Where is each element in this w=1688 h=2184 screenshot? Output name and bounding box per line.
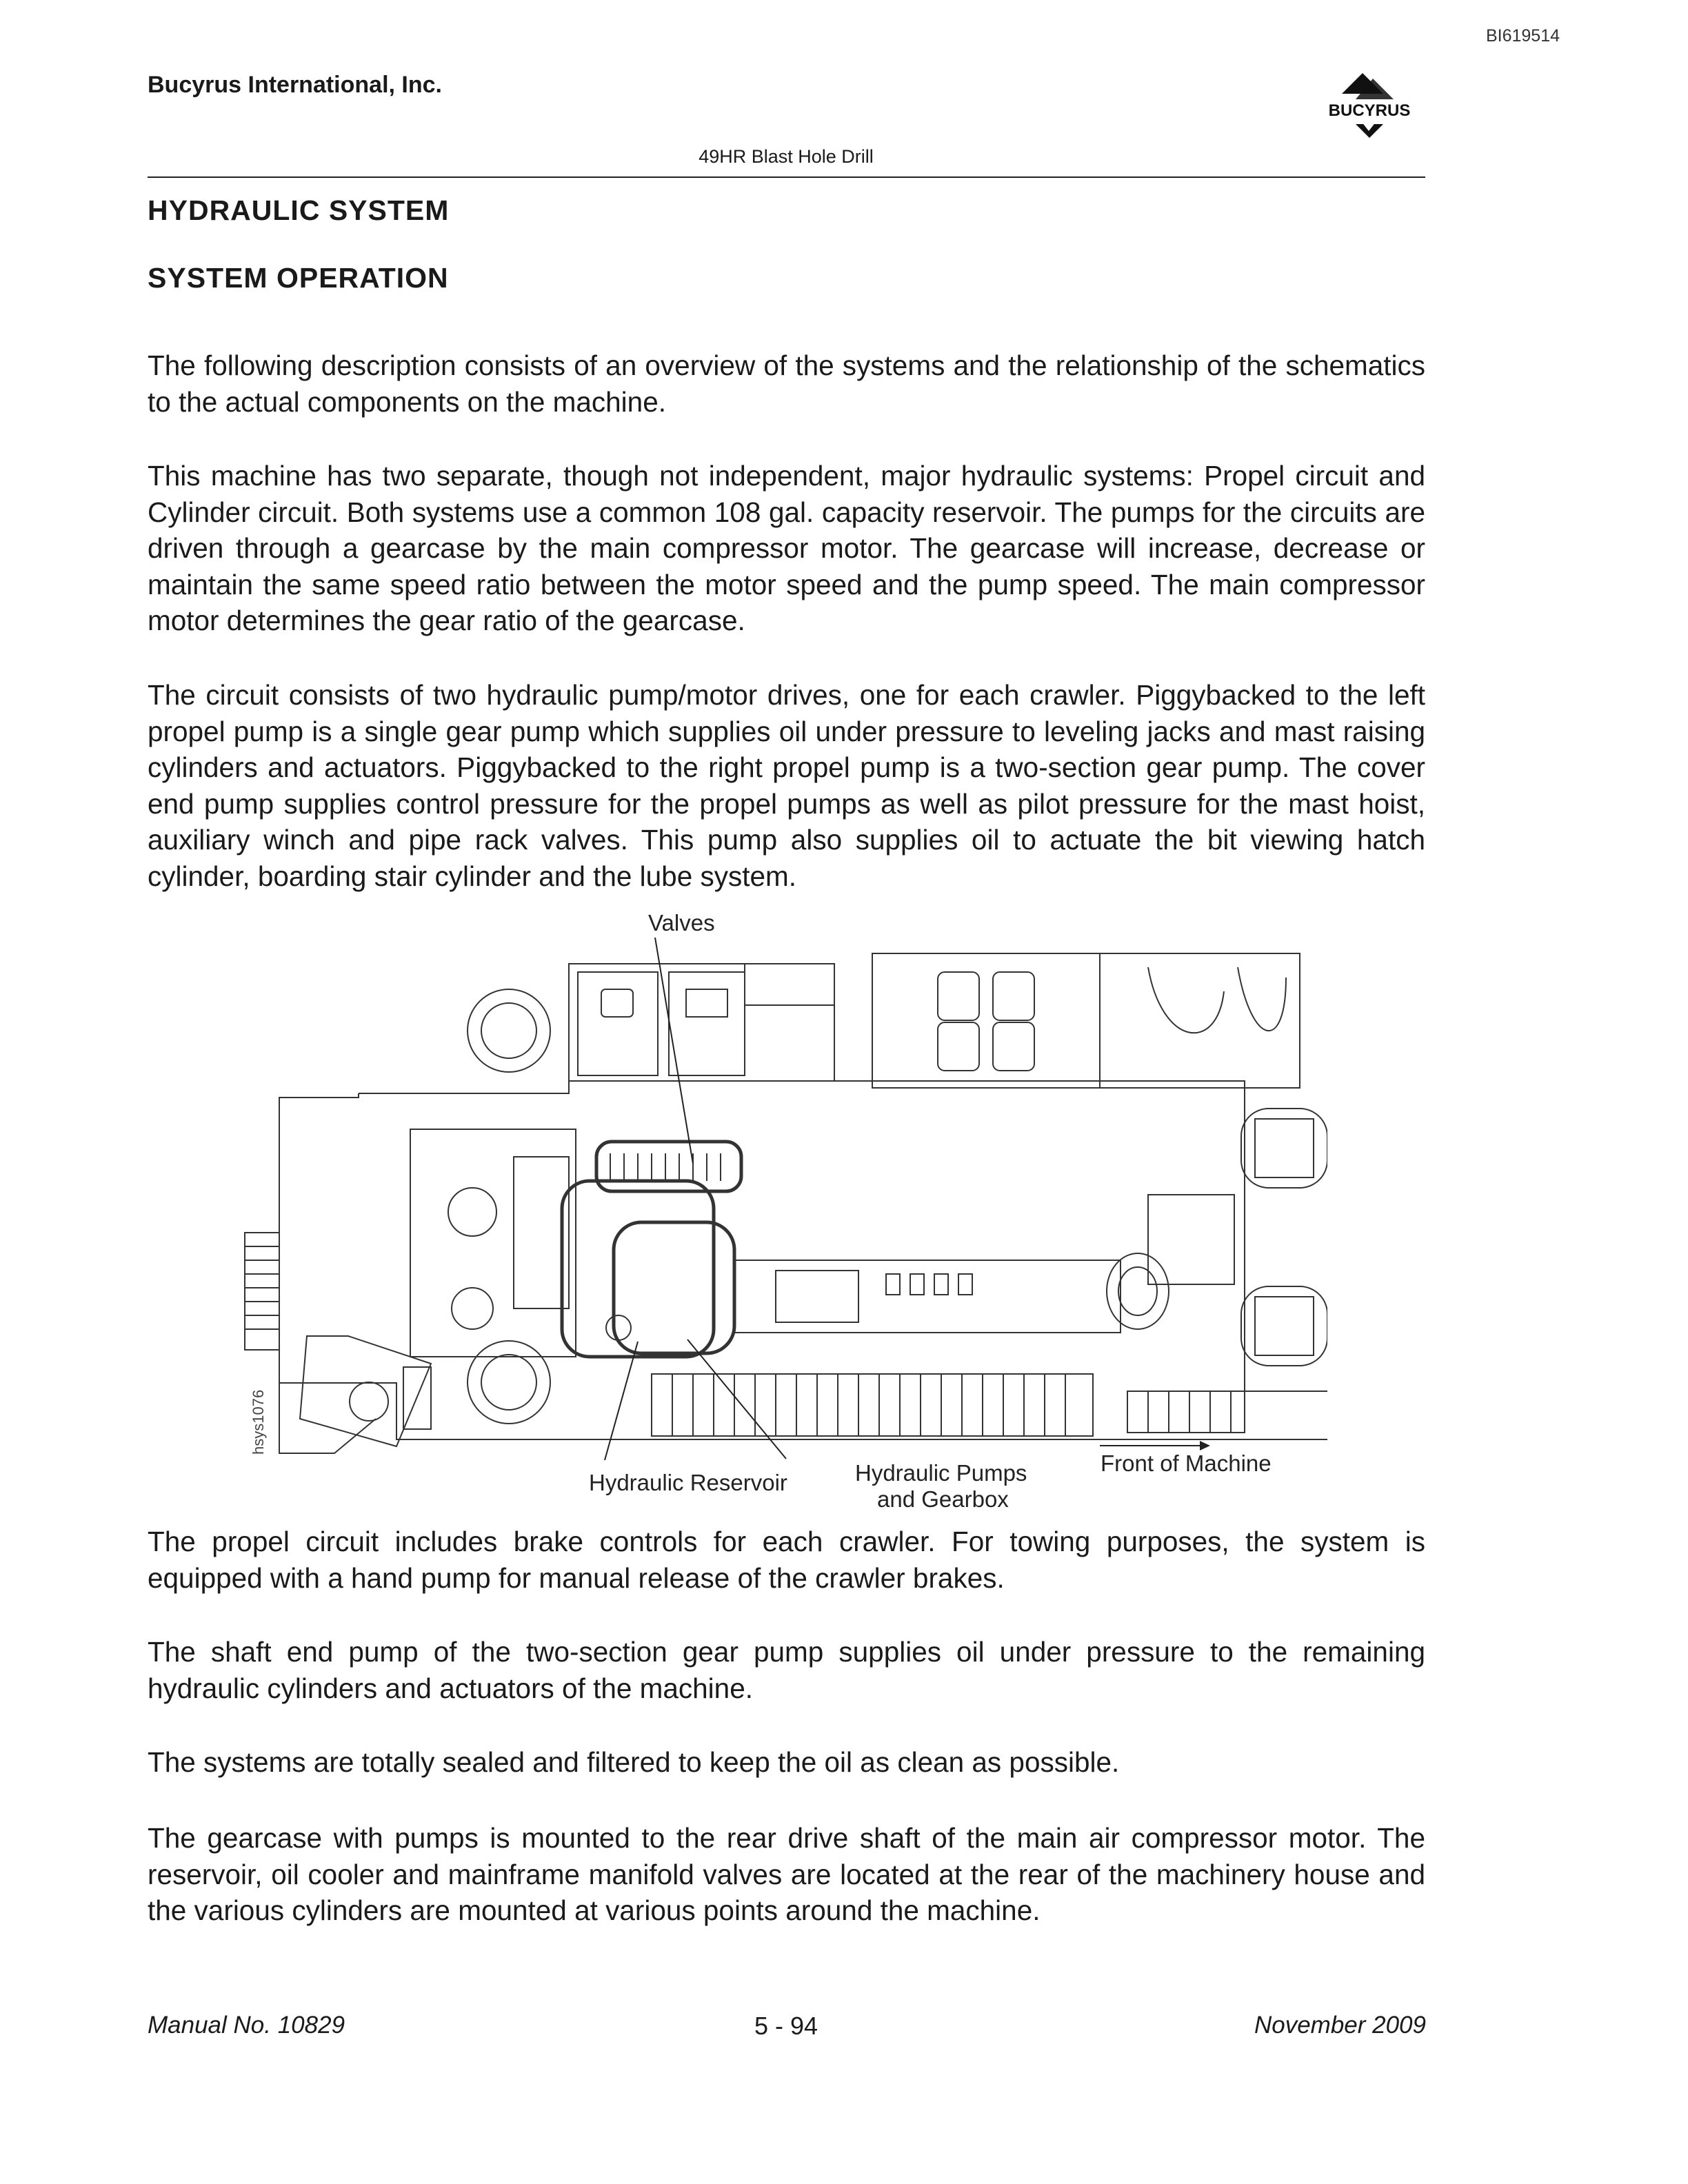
paragraph-shaft-pump: The shaft end pump of the two-section gear pump supplies oil under pressure to the remaining hydraulic cylinders and actuators of the machine. (148, 1636, 1425, 1704)
hydraulic-layout-diagram (238, 909, 1327, 1521)
paragraph-gearcase: The gearcase with pumps is mounted to the rear drive shaft of the main air compressor motor. The reservoir, oil cooler and mainframe manifold valves are located at the rear of the machinery house and the various cylinders are mounted at various points around the machine. (148, 1822, 1425, 1926)
valve-bank (596, 1142, 741, 1191)
footer-manual-number: Manual No. 10829 (148, 2012, 345, 2039)
header-divider (148, 176, 1425, 178)
paragraph-circuit: The circuit consists of two hydraulic pump/motor drives, one for each crawler. Piggybacked to the left propel pump is a single gear pump which supplies oil under pressure to leveling jacks and mast raising cylinders and actuators. Piggybacked to the right propel pump is a two-section gear pump. The cover end pump supplies control pressure for the propel pumps as well as pilot pressure for the mast hoist, auxiliary winch and pipe rack valves. This pump also supplies oil to actuate the bit viewing hatch cylinder, boarding stair cylinder and the lube system. (148, 679, 1425, 892)
hydraulic-reservoir (562, 1181, 714, 1357)
company-name: Bucyrus International, Inc. (148, 72, 442, 98)
compressor-block (410, 1129, 576, 1357)
paragraph-systems: This machine has two separate, though not independent, major hydraulic systems: Propel circuit and Cylinder circuit. Both systems use a common 108 gal. capacity reservoir. The pumps for the circuits are driven through a gearcase by the main compressor motor. The gearcase will increase, decrease or maintain the same speed ratio between the motor speed and the pump speed. The main compressor motor determines the gear ratio of the gearcase. (148, 460, 1425, 636)
figure-id: hsys1076 (250, 1389, 267, 1455)
operator-cab (279, 1336, 431, 1453)
front-arrow-icon (1100, 1441, 1210, 1450)
paragraph-overview: The following description consists of an overview of the systems and the relationship of the schematics to the actual components on the machine. (148, 350, 1425, 418)
label-front-of-machine: Front of Machine (1101, 1450, 1272, 1476)
wheel-front-bottom (1241, 1286, 1327, 1366)
deck-outline (279, 1093, 1327, 1439)
label-valves: Valves (648, 910, 715, 936)
document-id: BI619514 (1485, 26, 1560, 46)
top-housing-left (569, 964, 834, 1081)
footer-date: November 2009 (1254, 2012, 1426, 2039)
label-gearbox: and Gearbox (877, 1486, 1009, 1512)
pumps-and-gearbox (614, 1222, 734, 1353)
paragraph-sealed: The systems are totally sealed and filtered to keep the oil as clean as possible. (148, 1746, 1120, 1778)
wheel-top-left (468, 989, 550, 1072)
bucyrus-logo (1307, 66, 1431, 149)
wheel-bottom-left (468, 1341, 550, 1424)
paragraph-propel-brakes: The propel circuit includes brake controls for each crawler. For towing purposes, the system is equipped with a hand pump for manual release of the crawler brakes. (148, 1526, 1425, 1594)
document-subtitle: 49HR Blast Hole Drill (699, 146, 874, 167)
top-housing-right (1100, 953, 1300, 1088)
subsection-heading: SYSTEM OPERATION (148, 262, 449, 294)
logo-text: BUCYRUS (1328, 101, 1411, 120)
walkway-grating (652, 1374, 1245, 1436)
wheel-front-top (1241, 1109, 1327, 1188)
boarding-stairs (245, 1233, 279, 1350)
top-housing-center (872, 953, 1100, 1088)
section-heading: HYDRAULIC SYSTEM (148, 194, 450, 226)
label-hydraulic-reservoir: Hydraulic Reservoir (589, 1470, 787, 1495)
label-hydraulic-pumps: Hydraulic Pumps (855, 1460, 1027, 1486)
footer-page-number: 5 - 94 (754, 2012, 818, 2040)
